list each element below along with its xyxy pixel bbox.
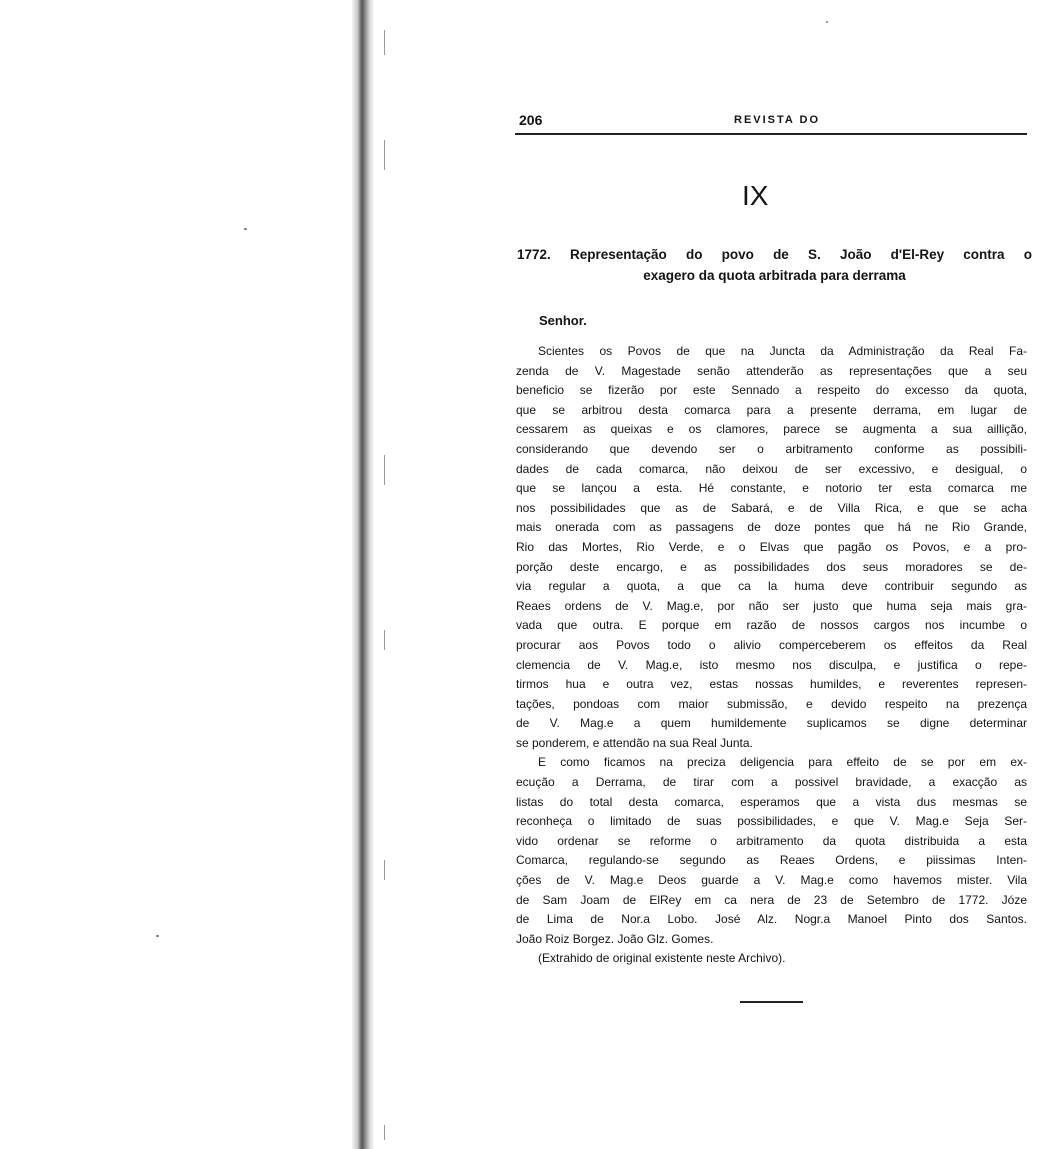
body-line: clemencia de V. Mag.e, isto mesmo nos disculpa, e justifica o repe- — [516, 657, 1027, 672]
body-line: João Roiz Borgez. João Glz. Gomes. — [516, 931, 714, 946]
body-line: procurar aos Povos todo o alivio comperceberem os effeitos da Real — [516, 637, 1027, 652]
body-line: dades de cada comarca, não deixou de ser excessivo, e desigual, o — [516, 461, 1027, 476]
body-line: porção deste encargo, e as possibilidades dos seus moradores se de- — [516, 559, 1027, 574]
running-head: REVISTA DO — [734, 114, 821, 126]
body-line: de Sam Joam de ElRey em ca nera de 23 de Setembro de 1772. Józe — [516, 892, 1027, 907]
body-line: vido ordenar se reforme o arbitramento da quota distribuida a esta — [516, 833, 1027, 848]
body-line: de V. Mag.e a quem humildemente suplicamos se digne determinar — [516, 716, 1027, 731]
body-line: que se lançou a esta. Hé constante, e notorio ter esta comarca me — [516, 481, 1027, 496]
body-line: Rio das Mortes, Rio Verde, e o Elvas que pagão os Povos, e a pro- — [516, 539, 1027, 554]
scan-speck — [826, 21, 828, 23]
body-line: Comarca, regulando-se segundo as Reaes Ordens, e piissimas Inten- — [516, 853, 1027, 868]
gutter-mark — [384, 1125, 385, 1140]
body-line: nos possibilidades que as de Sabará, e de Villa Rica, e que se acha — [516, 500, 1027, 515]
body-line: cessarem as queixas e os clamores, parece se augmenta a sua aillição, — [516, 422, 1027, 437]
body-line: beneficio se fizerão por este Sennado a respeito do excesso da quota, — [516, 383, 1027, 398]
body-line: listas do total desta comarca, esperamos que a vista dus mesmas se — [516, 794, 1027, 809]
body-line: Reaes ordens de V. Mag.e, por não ser justo que huma seja mais gra- — [516, 598, 1027, 613]
chapter-numeral: IX — [742, 180, 769, 211]
body-line: de Lima de Nor.a Lobo. José Alz. Nogr.a Manoel Pinto dos Santos. — [516, 912, 1027, 927]
body-line: vada que outra. E porque em razão de nossos cargos nos incumbe o — [516, 618, 1027, 633]
body-line: considerando que devendo ser o arbitramento conforme as possibili- — [516, 441, 1027, 456]
document-title-line: exagero da quota arbitrada para derrama — [643, 268, 906, 283]
body-line: mais onerada com as passagens de doze pontes que há ne Rio Grande, — [516, 520, 1027, 535]
header-rule — [515, 133, 1027, 135]
body-line: tações, pondoas com maior submissão, e devido respeito na prezença — [516, 696, 1027, 711]
scan-speck — [156, 935, 159, 937]
letter-body — [516, 342, 1027, 969]
page-number: 206 — [519, 112, 543, 128]
closing-rule — [740, 1001, 803, 1003]
body-line: tirmos hua e outra vez, estas nossas humildes, e reverentes represen- — [516, 677, 1027, 692]
book-gutter-shadow — [352, 0, 374, 1149]
gutter-mark — [384, 140, 385, 170]
gutter-mark — [384, 455, 385, 485]
gutter-mark — [384, 30, 385, 55]
body-line: reconheça o limitado de suas possibilidades, e que V. Mag.e Seja Ser- — [516, 814, 1027, 829]
document-title — [517, 244, 1032, 286]
body-line: via regular a quota, a que ca la huma deve contribuir segundo as — [516, 579, 1027, 594]
body-line: ções de V. Mag.e Deos guarde a V. Mag.e como havemos mister. Vila — [516, 873, 1027, 888]
body-line: ecução a Derrama, de tirar com a possivel bravidade, a exacção as — [516, 775, 1027, 790]
scan-speck — [244, 228, 247, 230]
document-title-line: 1772. Representação do povo de S. João d'El-Rey contra o — [517, 247, 1032, 262]
body-line: zenda de V. Magestade senão attenderão as representações que a seu — [516, 363, 1027, 378]
body-line: se ponderem, e attendão na sua Real Junta. — [516, 735, 753, 750]
gutter-mark — [384, 860, 385, 880]
gutter-mark — [384, 630, 385, 650]
body-line: Scientes os Povos de que na Juncta da Administração da Real Fa- — [538, 344, 1027, 358]
body-line: que se arbitrou desta comarca para a presente derrama, em lugar de — [516, 402, 1027, 417]
page-header — [519, 112, 1026, 134]
body-line: E como ficamos na preciza deligencia para effeito de se por em ex- — [538, 755, 1027, 770]
salutation: Senhor. — [539, 313, 587, 328]
body-line: (Extrahido de original existente neste Archivo). — [538, 951, 786, 966]
